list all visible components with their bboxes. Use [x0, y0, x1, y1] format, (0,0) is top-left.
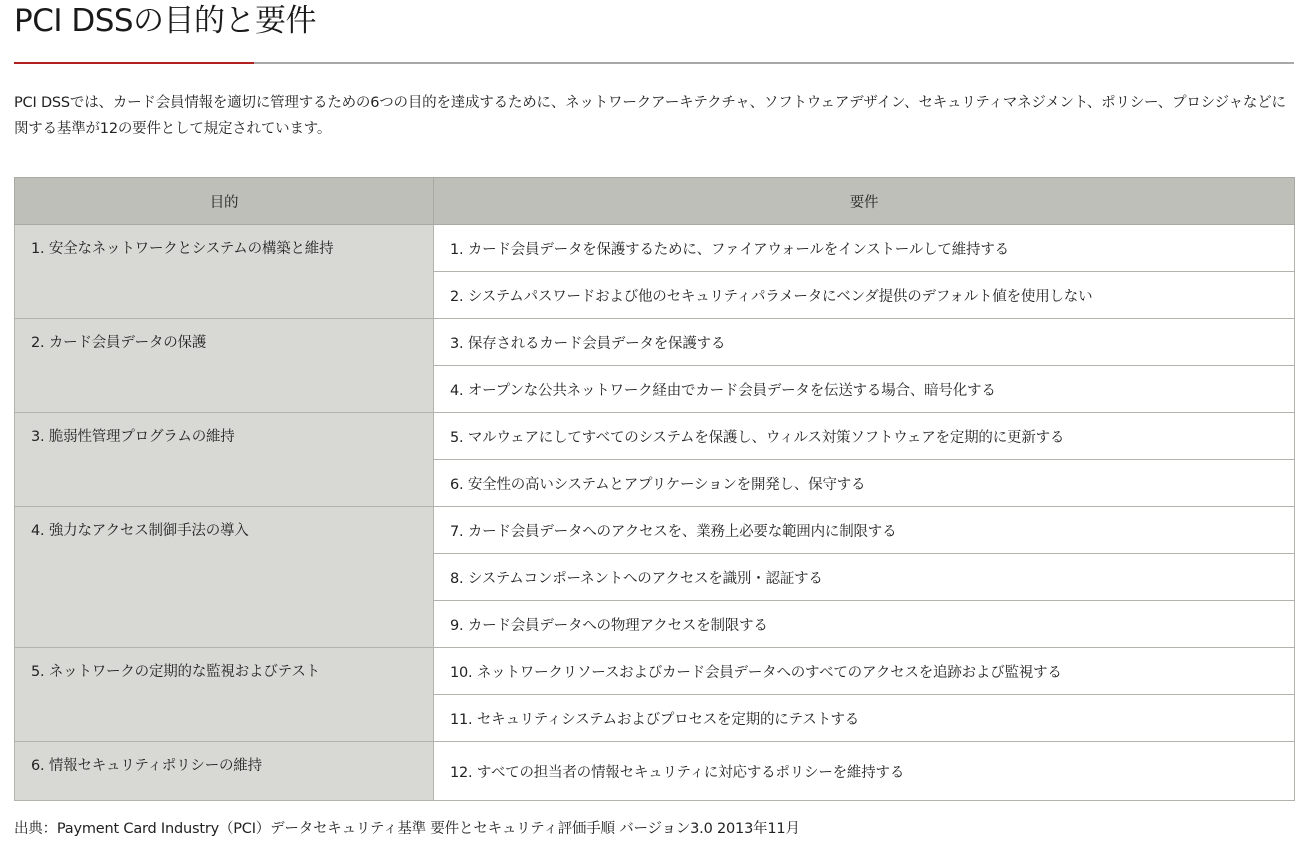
requirements-table	[14, 177, 1295, 801]
table-header-row	[15, 178, 1295, 225]
objective-cell: 2. カード会員データの保護	[15, 319, 434, 413]
objective-cell: 3. 脆弱性管理プログラムの維持	[15, 413, 434, 507]
title-divider	[14, 62, 1294, 64]
objective-cell: 6. 情報セキュリティポリシーの維持	[15, 742, 434, 801]
objective-cell: 4. 強力なアクセス制御手法の導入	[15, 507, 434, 648]
requirement-cell: 11. セキュリティシステムおよびプロセスを定期的にテストする	[434, 695, 1295, 742]
header-requirement: 要件	[434, 178, 1295, 225]
table-row	[15, 319, 1295, 366]
table-body	[15, 225, 1295, 801]
table-row	[15, 648, 1295, 695]
requirement-cell: 1. カード会員データを保護するために、ファイアウォールをインストールして維持する	[434, 225, 1295, 272]
requirement-cell: 12. すべての担当者の情報セキュリティに対応するポリシーを維持する	[434, 742, 1295, 801]
requirement-cell: 6. 安全性の高いシステムとアプリケーションを開発し、保守する	[434, 460, 1295, 507]
title-divider-accent	[14, 62, 254, 64]
requirement-cell: 9. カード会員データへの物理アクセスを制限する	[434, 601, 1295, 648]
intro-paragraph: PCI DSSでは、カード会員情報を適切に管理するための6つの目的を達成するために、ネットワークアーキテクチャ、ソフトウェアデザイン、セキュリティマネジメント、ポリシー、プロシジャなどに関する基準が12の要件として規定されています。	[14, 95, 1286, 137]
requirement-cell: 4. オープンな公共ネットワーク経由でカード会員データを伝送する場合、暗号化する	[434, 366, 1295, 413]
requirement-cell: 2. システムパスワードおよび他のセキュリティパラメータにベンダ提供のデフォルト値を使用しない	[434, 272, 1295, 319]
requirement-cell: 5. マルウェアにしてすべてのシステムを保護し、ウィルス対策ソフトウェアを定期的に更新する	[434, 413, 1295, 460]
requirement-cell: 3. 保存されるカード会員データを保護する	[434, 319, 1295, 366]
table-row	[15, 742, 1295, 801]
source-citation: 出典：Payment Card Industry（PCI）データセキュリティ基準 要件とセキュリティ評価手順 バージョン3.0 2013年11月	[14, 821, 800, 837]
objective-cell: 1. 安全なネットワークとシステムの構築と維持	[15, 225, 434, 319]
requirement-cell: 8. システムコンポーネントへのアクセスを識別・認証する	[434, 554, 1295, 601]
objective-cell: 5. ネットワークの定期的な監視およびテスト	[15, 648, 434, 742]
table-row	[15, 413, 1295, 460]
header-objective: 目的	[15, 178, 434, 225]
requirement-cell: 10. ネットワークリソースおよびカード会員データへのすべてのアクセスを追跡および監視する	[434, 648, 1295, 695]
table-row	[15, 225, 1295, 272]
table-row	[15, 507, 1295, 554]
requirement-cell: 7. カード会員データへのアクセスを、業務上必要な範囲内に制限する	[434, 507, 1295, 554]
page-title: PCI DSSの目的と要件	[14, 3, 317, 39]
